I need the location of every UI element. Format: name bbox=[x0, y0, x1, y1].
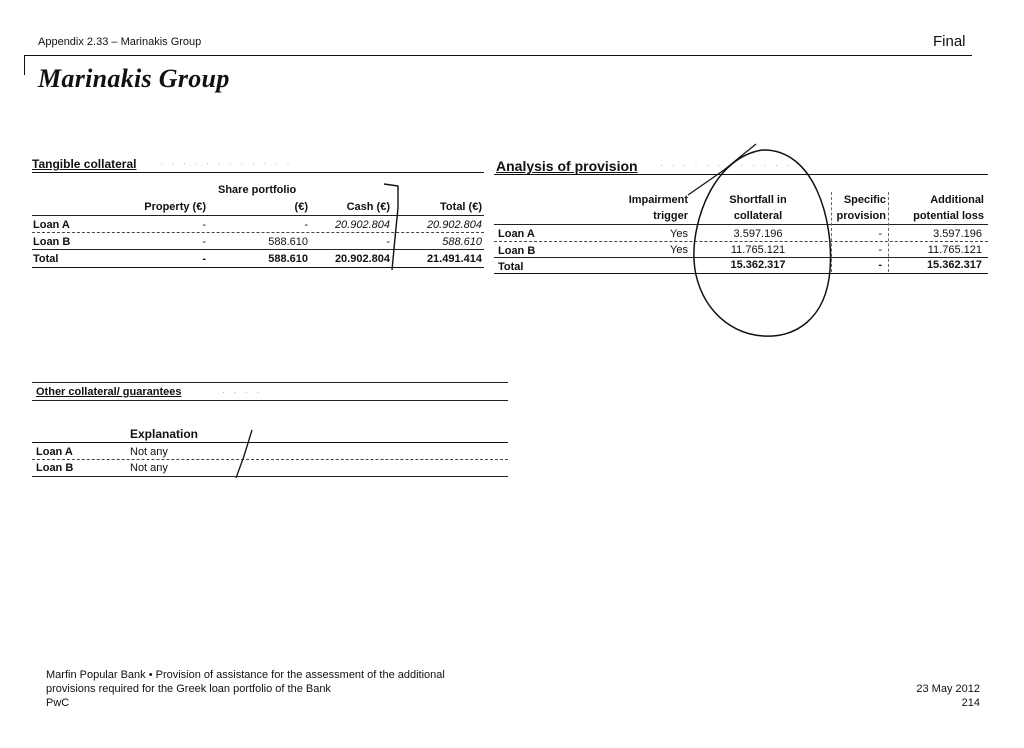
footer-line-2: provisions required for the Greek loan portfolio of the Bank bbox=[46, 683, 331, 695]
provision-row-label: Loan A bbox=[498, 228, 535, 240]
col-trigger: trigger bbox=[653, 210, 688, 222]
tangible-cell-cash: 20.902.804 bbox=[334, 253, 390, 265]
appendix-label: Appendix 2.33 – Marinakis Group bbox=[38, 36, 202, 48]
other-row-label: Loan B bbox=[36, 462, 74, 474]
footer-line-1: Marfin Popular Bank • Provision of assistance for the assessment of the additional bbox=[46, 669, 445, 681]
other-title-rule bbox=[32, 400, 508, 401]
provision-cell-additional: 15.362.317 bbox=[926, 259, 982, 271]
col-shortfall: Shortfall in bbox=[729, 194, 787, 206]
provision-cell-specific: - bbox=[878, 259, 882, 271]
row-divider bbox=[32, 459, 508, 460]
col-impairment: Impairment bbox=[628, 194, 688, 206]
column-guide bbox=[888, 192, 889, 272]
col-share-unit: (€) bbox=[294, 201, 308, 213]
scan-noise: · · · · · · · · · · · · bbox=[160, 158, 293, 168]
handwritten-check-mark bbox=[380, 178, 420, 274]
analysis-provision-title: Analysis of provision bbox=[496, 158, 638, 174]
tangible-cell-total: 21.491.414 bbox=[426, 253, 482, 265]
other-top-rule bbox=[32, 382, 508, 383]
provision-row-label: Loan B bbox=[498, 245, 536, 257]
group-title: Marinakis Group bbox=[38, 64, 230, 93]
document-status: Final bbox=[933, 33, 966, 50]
tangible-row-label: Loan A bbox=[33, 219, 70, 231]
tangible-cell-property: - bbox=[202, 236, 206, 248]
col-potential-loss: potential loss bbox=[913, 210, 984, 222]
tangible-cell-share: 588.610 bbox=[268, 253, 308, 265]
other-cell-explanation: Not any bbox=[130, 446, 168, 458]
tangible-collateral-title: Tangible collateral bbox=[32, 157, 137, 171]
col-total: Total (€) bbox=[440, 201, 482, 213]
header-corner-tick bbox=[24, 55, 25, 75]
col-property: Property (€) bbox=[144, 201, 206, 213]
footer-line-3: PwC bbox=[46, 697, 70, 709]
col-explanation: Explanation bbox=[130, 427, 199, 441]
tangible-top-rule bbox=[32, 172, 484, 173]
provision-cell-additional: 11.765.121 bbox=[927, 244, 982, 256]
tangible-cell-share: 588.610 bbox=[268, 236, 308, 248]
scan-noise: · · · · · · · · · · · · bbox=[660, 160, 793, 170]
tangible-cell-cash: - bbox=[386, 236, 390, 248]
tangible-row-label: Total bbox=[33, 253, 59, 265]
provision-cell-shortfall: 11.765.121 bbox=[730, 244, 786, 256]
tangible-cell-property: - bbox=[202, 219, 206, 231]
col-provision: provision bbox=[836, 210, 886, 222]
tangible-cell-cash: 20.902.804 bbox=[334, 219, 390, 231]
col-cash: Cash (€) bbox=[346, 201, 390, 213]
tangible-cell-share: - bbox=[304, 219, 308, 231]
provision-cell-trigger: Yes bbox=[670, 228, 688, 240]
header-rule bbox=[24, 55, 972, 56]
provision-cell-shortfall: 3.597.196 bbox=[733, 228, 783, 240]
footer-date: 23 May 2012 bbox=[916, 683, 980, 695]
scan-noise: · · · · bbox=[222, 387, 263, 397]
provision-cell-trigger: Yes bbox=[670, 244, 688, 256]
other-cell-explanation: Not any bbox=[130, 462, 168, 474]
col-collateral: collateral bbox=[733, 210, 783, 222]
tangible-cell-total: 588.610 bbox=[442, 236, 482, 248]
provision-cell-shortfall: 15.362.317 bbox=[730, 259, 786, 271]
col-additional: Additional bbox=[930, 194, 984, 206]
col-share-portfolio: Share portfolio bbox=[218, 184, 297, 196]
tangible-cell-property: - bbox=[202, 253, 206, 265]
handwritten-circle-annotation bbox=[684, 140, 844, 342]
provision-cell-specific: - bbox=[878, 244, 882, 256]
handwritten-check-mark bbox=[230, 426, 260, 482]
tangible-row-label: Loan B bbox=[33, 236, 71, 248]
tangible-cell-total: 20.902.804 bbox=[426, 219, 482, 231]
other-header-rule bbox=[32, 442, 508, 443]
other-bottom-rule bbox=[32, 476, 508, 477]
provision-row-label: Total bbox=[498, 261, 524, 273]
col-specific: Specific bbox=[843, 194, 886, 206]
provision-cell-specific: - bbox=[878, 228, 882, 240]
other-row-label: Loan A bbox=[36, 446, 73, 458]
footer-page-number: 214 bbox=[961, 697, 980, 709]
provision-cell-additional: 3.597.196 bbox=[933, 228, 982, 240]
other-collateral-title: Other collateral/ guarantees bbox=[36, 386, 182, 398]
